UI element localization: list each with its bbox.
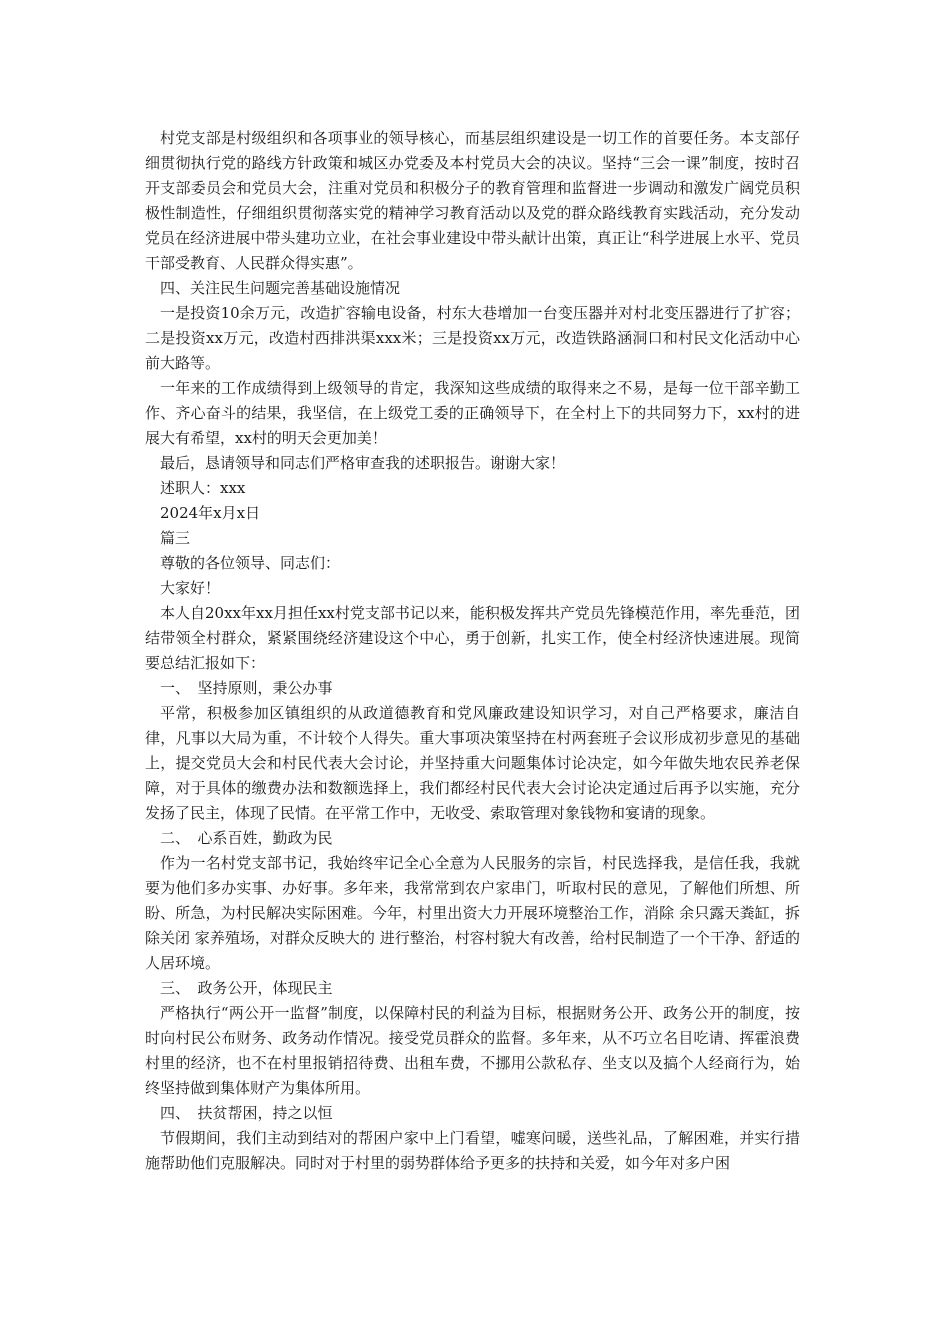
paragraph-poverty-aid: 节假期间，我们主动到结对的帮困户家中上门看望，嘘寒问暖，送些礼品，了解困难，并实行措施帮助他们克服解决。同时对于村里的弱势群体给予更多的扶持和关爱，如今年对多户困 — [145, 1129, 800, 1172]
greeting: 大家好！ — [160, 579, 221, 597]
paragraph-people: 作为一名村党支部书记，我始终牢记全心全意为人民服务的宗旨，村民选择我，是信任我，我就要为他们多办实事、办好事。多年来，我常常到农户家串门，听取村民的意见，了解他们所想、所盼、所急，为村民解决实际困难。今年，村里出资大力开展环境整治工作，消除 余只露天粪缸，拆除关闭 家养殖场，对群众反映大的 进行整治，村容村貌大有改善，给村民制造了一个干净、舒适的人居环境。 — [145, 854, 800, 972]
paragraph-introduction: 本人自20xx年xx月担任xx村党支部书记以来，能积极发挥共产党员先锋模范作用，率先垂范，团结带领全村群众，紧紧围绕经济建设这个中心，勇于创新，扎实工作，使全村经济快速进展。现简要总结汇报如下： — [145, 604, 800, 672]
heading-livelihood: 四、关注民生问题完善基础设施情况 — [160, 279, 401, 297]
heading-poverty-aid: 四、 扶贫帮困，持之以恒 — [160, 1104, 333, 1122]
reporter-signature: 述职人：xxx — [160, 479, 246, 497]
heading-people: 二、 心系百姓，勤政为民 — [160, 829, 333, 847]
paragraph-closing: 最后，恳请领导和同志们严格审查我的述职报告。谢谢大家！ — [160, 454, 566, 472]
paragraph-achievements: 一年来的工作成绩得到上级领导的肯定，我深知这些成绩的取得来之不易，是每一位干部辛勤工作、齐心奋斗的结果，我坚信，在上级党工委的正确领导下，在全村上下的共同努力下，xx村的进展大有希望，xx村的明天会更加美！ — [145, 379, 800, 447]
salutation: 尊敬的各位领导、同志们： — [160, 554, 341, 572]
paragraph-party-branch: 村党支部是村级组织和各项事业的领导核心，而基层组织建设是一切工作的首要任务。本支部仔细贯彻执行党的路线方针政策和城区办党委及本村党员大会的决议。坚持“三会一课”制度，按时召开支部委员会和党员大会，注重对党员和积极分子的教育管理和监督进一步调动和激发广阔党员积极性制造性，仔细组织贯彻落实党的精神学习教育活动以及党的群众路线教育实践活动，充分发动党员在经济进展中带头建功立业，在社会事业建设中带头献计出策，真正让“科学进展上水平、党员干部受教育、人民群众得实惠”。 — [145, 129, 800, 272]
document-page — [145, 126, 800, 1176]
paragraph-principles: 平常，积极参加区镇组织的从政道德教育和党风廉政建设知识学习，对自己严格要求，廉洁自律，凡事以大局为重，不计较个人得失。重大事项决策坚持在村两套班子会议形成初步意见的基础上，提交党员大会和村民代表大会讨论，并坚持重大问题集体讨论决定，如今年做失地农民养老保障，对于具体的缴费办法和数额选择上，我们都经村民代表大会讨论决定通过后再予以实施，充分发扬了民主，体现了民情。在平常工作中，无收受、索取管理对象钱物和宴请的现象。 — [145, 704, 800, 822]
heading-transparency: 三、 政务公开，体现民主 — [160, 979, 333, 997]
report-date: 2024年x月x日 — [160, 504, 261, 522]
heading-principles: 一、 坚持原则，秉公办事 — [160, 679, 333, 697]
section-title: 篇三 — [160, 529, 191, 547]
paragraph-investment: 一是投资10余万元，改造扩容输电设备，村东大巷增加一台变压器并对村北变压器进行了扩容；二是投资xx万元，改造村西排洪渠xxx米；三是投资xx万元，改造铁路涵洞口和村民文化活动中心前大路等。 — [145, 304, 800, 372]
paragraph-transparency: 严格执行“两公开一监督”制度，以保障村民的利益为目标，根据财务公开、政务公开的制度，按时向村民公布财务、政务动作情况。接受党员群众的监督。多年来，从不巧立名目吃请、挥霍浪费村里的经济，也不在村里报销招待费、出租车费，不挪用公款私存、坐支以及搞个人经商行为，始终坚持做到集体财产为集体所用。 — [145, 1004, 800, 1097]
